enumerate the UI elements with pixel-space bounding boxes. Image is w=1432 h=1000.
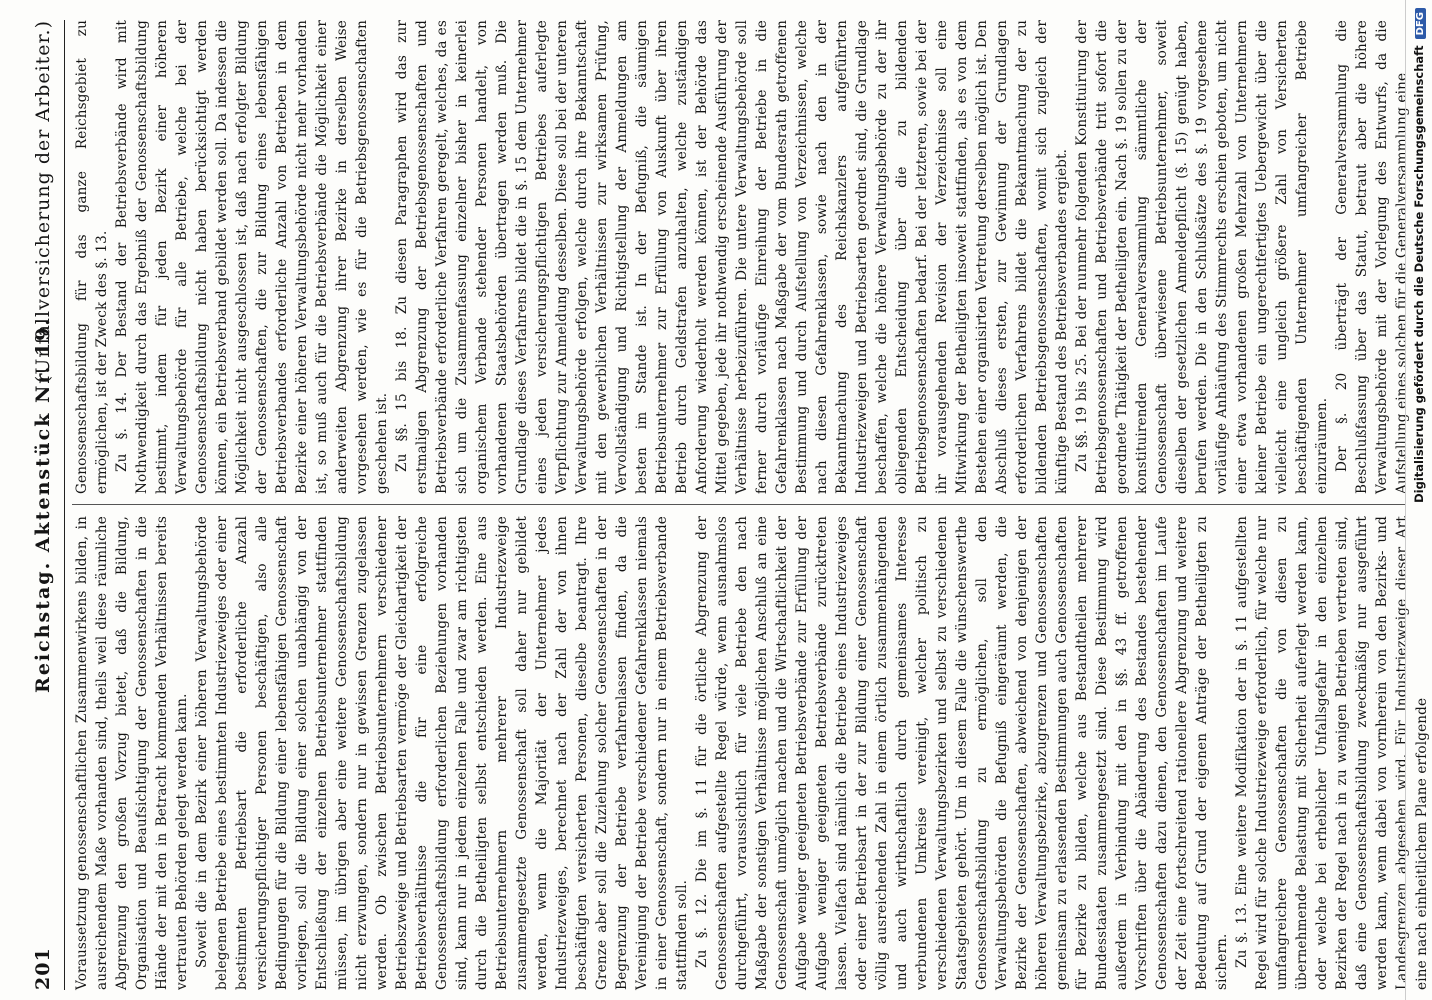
page-number: 201	[32, 947, 54, 990]
paragraph: Zu §. 14. Der Bestand der Betriebsverbände wird mit Nothwendigkeit durch das Ergebniß der Genossenschaftsbildung bestimmt, indem für jeden Bezirk einer höheren Verwaltungsbehörde für alle Betriebe, welche bei der Genossenschaftsbildung nicht haben berücksichtigt werden können, ein Betriebsverband gebildet werden soll. Da indessen die Möglichkeit nicht ausgeschlossen ist, daß nach erfolgter Bildung der Genossenschaften, die zur Bildung eines lebensfähigen Betriebsverbandes erforderliche Anzahl von Betrieben in dem Bezirke einer höheren Verwaltungsbehörde nicht mehr vorhanden ist, so muß auch für die Betriebsverbände die Möglichkeit einer anderweiten Abgrenzung ihrer Bezirke in derselben Weise vorgesehen werden, wie es für die Betriebsgenossenschaften geschehen ist.	[114, 20, 390, 494]
paragraph: Zu §. 12. Die im §. 11 für die örtliche Abgrenzung der Genossenschaften aufgestellte Regel würde, wenn ausnahmslos durchgeführt, voraussichtlich für viele Betriebe den nach Maßgabe der sonstigen Verhältnisse möglichen Anschluß an eine Genossenschaft unmöglich machen und die Wirtschaftlichkeit der Aufgabe weniger geeigneten Betriebsverbände zur Erfüllung der Aufgabe weniger geeigneten Betriebsverbände zurücktreten lassen. Vielfach sind nämlich die Betriebe eines Industriezweiges oder einer Betriebsart in der zur Bildung einer Genossenschaft völlig ausreichenden Zahl in einem örtlich zusammenhängenden und auch wirthschaftlich durch gemeinsames Interesse verbundenen Umkreise vereinigt, welcher politisch zu verschiedenen Verwaltungsbezirken und selbst zu verschiedenen Staatsgebieten gehört. Um in diesem Falle die wünschenswerthe Genossenschaftsbildung zu ermöglichen, soll den Verwaltungsbehörden die Befugniß eingeräumt werden, die Bezirke der Genossenschaften, abweichend von denjenigen der höheren Verwaltungsbezirke, abzugrenzen und Genossenschaften gemeinsam zu erlassenden Bestimmungen auch Genossenschaften für Bezirke zu bilden, welche aus Bestandtheilen mehrerer Bundesstaaten zusammengesetzt sind. Diese Bestimmung wird außerdem in Verbindung mit den in §§. 43 ff. getroffenen Vorschriften über die Abänderung des Bestandes bestehender Genossenschaften dazu dienen, den Genossenschaften im Laufe der Zeit eine fortschreitend rationellere Abgrenzung und weitere Bedeutung auf Grund der eigenen Anträge der Betheiligten zu sichern.	[694, 516, 1230, 990]
dfg-logo: DFG	[1415, 8, 1426, 39]
paragraph: Zu §. 13. Eine weitere Modifikation der in §. 11 aufgestellten Regel wird für solche Industriezweige erforderlich, für welche nur umfangreichere Genossenschaften die von diesen zu übernehmende Belastung mit Sicherheit auferlegt werden kann, oder welche bei erheblicher Unfallsgefahr in den einzelnen Bezirken der Regel nach in zu wenigen Betrieben vertreten sind, daß eine Genossenschaftsbildung zweckmäßig nur ausgeführt werden kann, wenn dabei von vornherein von den Bezirks- und Landesgrenzen abgesehen wird. Für Industriezweige dieser Art eine nach einheitlichem Plane erfolgende	[1234, 516, 1430, 990]
paragraph: Der §. 20 überträgt der Generalversammlung die Beschlußfassung über das Statut, betraut aber die höhere Verwaltungsbehörde mit der Vorlegung des Entwurfs, da die Aufstellung eines solchen für die Generalversammlung eine	[1334, 20, 1410, 494]
paragraph: Zu §§. 19 bis 25. Bei der nunmehr folgenden Konstituirung der Betriebsgenossenschaften und Betriebsverbände tritt sofort die geordnete Thätigkeit der Betheiligten ein. Nach §. 19 sollen zu der konstituirenden Generalversammlung sämmtliche der Genossenschaft überwiesene Betriebsunternehmer, soweit dieselben der gesetzlichen Anmeldepflicht (§. 15) genügt haben, berufen werden. Die in den Schlußsätze des §. 19 vorgesehene vorläufige Anhäufung des Stimmrechts erschien geboten, um nicht einer etwa vorhandenen großen Mehrzahl von Unternehmern kleiner Betriebe ein ungerechtfertigtes Uebergewicht über die vielleicht eine ungleich größere Zahl von Versicherten beschäftigenden Unternehmer umfangreicher Betriebe einzuräumen.	[1074, 20, 1330, 494]
paragraph: Genossenschaftsbildung für das ganze Reichsgebiet zu ermöglichen, ist der Zweck des §. 13.	[74, 20, 110, 494]
page-header	[30, 20, 65, 990]
paragraph: Soweit die in dem Bezirk einer höheren Verwaltungsbehörde belegenen Betriebe eines bestimmten Industriezweiges oder einer bestimmten Betriebsart die erforderliche Anzahl versicherungspflichtiger Personen beschäftigen, also alle Bedingungen für die Bildung einer lebensfähigen Genossenschaft vorliegen, soll die Bildung einer solchen unabhängig von der Entschließung der einzelnen Betriebsunternehmer stattfinden müssen, im übrigen aber eine weitere Genossenschaftsbildung nicht erzwungen, sondern nur in gewissen Grenzen zugelassen werden. Ob zwischen Betriebsunternehmern verschiedener Betriebszweige und Betriebsarten vermöge der Gleichartigkeit der Betriebsverhältnisse die für eine erfolgreiche Genossenschaftsbildung erforderlichen Beziehungen vorhanden sind, kann nur in jedem einzelnen Falle und zwar am richtigsten durch die Betheiligten selbst entschieden werden. Eine aus Betriebsunternehmern mehrerer Industriezweige zusammengesetzte Genossenschaft soll daher nur gebildet werden, wenn die Majorität der Unternehmer jedes Industriezweiges, berechnet nach der Zahl der von ihnen beschäftigten versicherten Personen, dieselbe beantragt. Ihre Grenze aber soll die Zuziehung solcher Genossenschaften in der Begrenzung der Betriebe verfahrenlassen finden, da die Vereinigung der Betriebe verschiedener Gefahrenklassen niemals in einer Genossenschaft, sondern nur in einem Betriebsverbande stattfinden soll.	[194, 516, 690, 990]
paragraph: Voraussetzung genossenschaftlichen Zusammenwirkens bilden, in ausreichendem Maße vorhanden sind, theils weil diese räumliche Abgrenzung den großen Vorzug bietet, daß die Bildung, Organisation und Beaufsichtigung der Genossenschaften in die Hände der mit den in Betracht kommenden Verhältnissen bereits vertrauten Behörden gelegt werden kann.	[74, 516, 190, 990]
scan-edge	[1405, 0, 1406, 1000]
digitization-stamp	[1412, 8, 1430, 548]
section-title: (Unfallversicherung der Arbeiter.)	[32, 20, 54, 384]
paragraph: Zu §§. 15 bis 18. Zu diesen Paragraphen wird das zur erstmaligen Abgrenzung der Betriebsgenossenschaften und Betriebsverbände erforderliche Verfahren geregelt, welches, da es sich um die Zusammenfassung einzelner bisher in keinerlei organischem Verbande stehender Personen handelt, von vorhandenen Staatsbehörden übertragen werden muß. Die Grundlage dieses Verfahrens bildet die in §. 15 dem Unternehmer eines jeden versicherungspflichtigen Betriebes auferlegte Verpflichtung zur Anmeldung desselben. Diese soll bei der unteren Verwaltungsbehörde erfolgen, welche durch ihre Bekanntschaft mit den gewerblichen Verhältnissen zur wirksamen Prüfung, Vervollständigung und Richtigstellung der Anmeldungen am besten im Stande ist. In der Befugniß, die säumigen Betriebsunternehmer zur Erfüllung von Auskunft über ihren Betrieb durch Geldstrafen anzuhalten, welche zuständigen Anforderung wiederholt werden können, ist der Behörde das Mittel gegeben, jede ihr nothwendig erscheinende Ausführung der Verhältnisse herbeizuführen. Die untere Verwaltungsbehörde soll ferner durch vorläufige Einreihung der Betriebe in die Gefahrenklassen nach Maßgabe der vom Bundesrath getroffenen Bestimmung und durch Aufstellung von Verzeichnissen, welche nach diesen Gefahrenklassen, sowie nach den in der Bekanntmachung des Reichskanzlers aufgeführten Industriezweigen und Betriebsarten geordnet sind, die Grundlage beschaffen, welche die höhere Verwaltungsbehörde zu der ihr obliegenden Entscheidung über die zu bildenden Betriebsgenossenschaften bedarf. Bei der letzteren, sowie bei der ihr vorausgehenden Revision der Verzeichnisse soll eine Mitwirkung der Betheiligten insoweit stattfinden, als es von dem Bestehen einer organisirten Vertretung derselben möglich ist. Den Abschluß dieses ersten, zur Gewinnung der Grundlagen erforderlichen Verfahrens bildet die Bekanntmachung der zu bildenden Betriebsgenossenschaften, womit sich zugleich der künftige Bestand des Betriebsverbandes ergiebt.	[394, 20, 1070, 494]
right-column	[72, 20, 1410, 494]
page-title: Reichstag. Aktenstück Nr. 19.	[32, 317, 54, 693]
left-column	[72, 516, 1430, 990]
stamp-text: Digitalisierung gefördert durch die Deutsche Forschungsgemeinschaft	[1412, 45, 1426, 503]
